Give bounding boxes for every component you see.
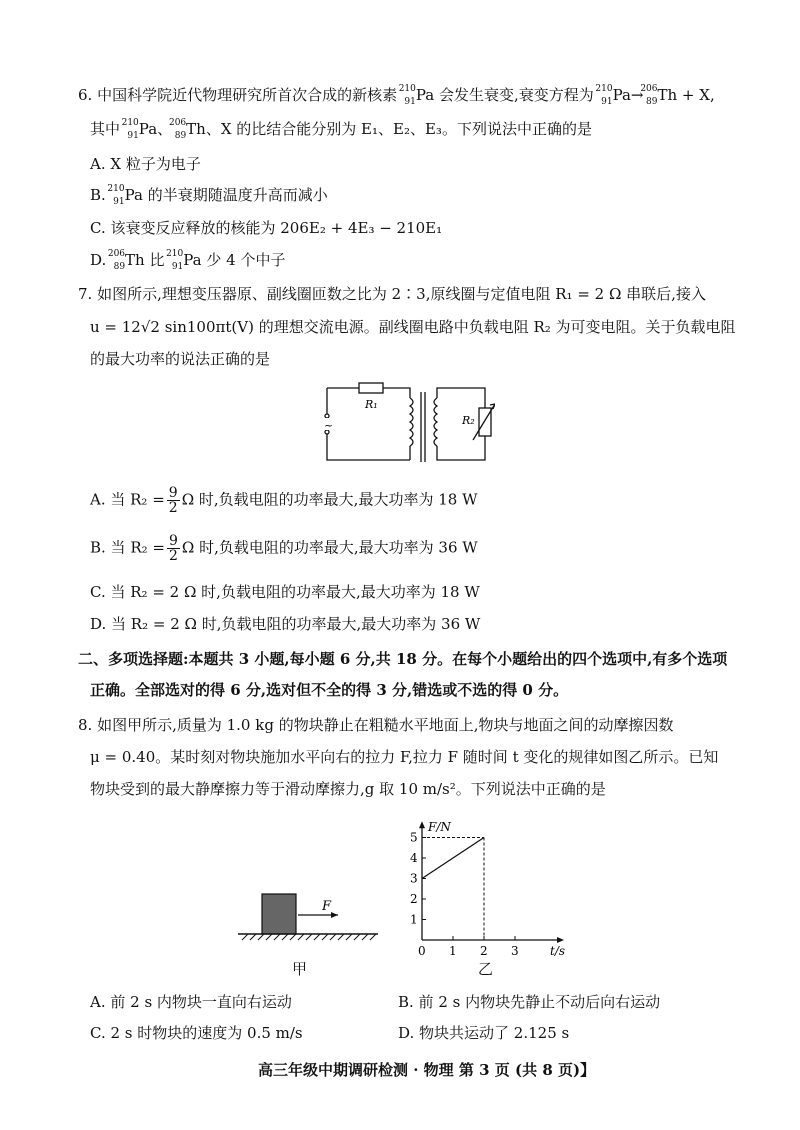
fraction-nine-halves: $\frac{9}{2}$	[168, 533, 178, 564]
nuclide-pa: 210 91	[121, 118, 139, 142]
section2-heading: 二、多项选择题:本题共 3 小题,每小题 6 分,共 18 分。在每个小题给出的四个选项中,有多个选项	[78, 650, 728, 668]
q8-line3: 物块受到的最大静摩擦力等于滑动摩擦力,g 取 10 m/s²。下列说法中正确的是	[90, 780, 606, 798]
y-tick-label: 2	[410, 892, 418, 906]
ac-source-symbol: ~	[324, 419, 334, 432]
x-axis-arrow	[557, 937, 564, 943]
x-tick-label: 3	[511, 944, 519, 958]
y-axis-label: F/N	[428, 820, 451, 835]
y-tick-label: 4	[410, 851, 418, 865]
q6-line2: 其中 210 91 Pa、 206 89 Th、X 的比结合能分别为 E₁、E₂、E₃。下列说法中正确的是	[90, 118, 592, 142]
nuclide-pa: 210 91	[107, 184, 125, 208]
x-tick-label: 2	[480, 944, 488, 958]
label-r2: R₂	[462, 414, 475, 427]
q6-option-a[interactable]: A. X 粒子为电子	[90, 155, 201, 173]
q7-option-b[interactable]: B. 当 R₂ = $\frac{9}{2}$ Ω 时,负载电阻的功率最大,最大功率为 36 W	[90, 533, 478, 564]
nuclide-pa: 210 91	[595, 84, 613, 108]
nuclide-pa: 210 91	[398, 84, 416, 108]
q7-line3: 的最大功率的说法正确的是	[90, 350, 271, 368]
force-line	[422, 838, 484, 879]
q8-line2: μ = 0.40。某时刻对物块施加水平向右的拉力 F,拉力 F 随时间 t 变化的规律如图乙所示。已知	[90, 748, 719, 766]
resistor-r1	[359, 383, 383, 393]
q7-line2: u = 12√2 sin100πt(V) 的理想交流电源。副线圈电路中负载电阻 R₂ 为可变电阻。关于负载电阻	[90, 318, 736, 336]
section2-instructions: 正确。全部选对的得 6 分,选对但不全的得 3 分,错选或不选的得 0 分。	[90, 681, 569, 699]
q7-option-d[interactable]: D. 当 R₂ = 2 Ω 时,负载电阻的功率最大,最大功率为 36 W	[90, 615, 481, 633]
q7-line1: 7. 如图所示,理想变压器原、副线圈匝数之比为 2∶3,原线圈与定值电阻 R₁ = 2 Ω 串联后,接入	[78, 285, 706, 303]
q6-option-d[interactable]: D. 206 89 Th 比 210 91 Pa 少 4 个中子	[90, 249, 286, 273]
q8-option-c[interactable]: C. 2 s 时物块的速度为 0.5 m/s	[90, 1024, 303, 1042]
x-tick-label: 0	[418, 944, 426, 958]
force-time-chart	[400, 808, 590, 958]
q6-text: 6. 中国科学院近代物理研究所首次合成的新核素	[78, 86, 398, 104]
label-r1: R₁	[365, 398, 378, 411]
q7-option-a[interactable]: A. 当 R₂ = $\frac{9}{2}$ Ω 时,负载电阻的功率最大,最大功率为 18 W	[90, 485, 478, 516]
figure-label-jia: 甲	[292, 960, 308, 978]
q6-line1: 6. 中国科学院近代物理研究所首次合成的新核素 210 91 Pa 会发生衰变,衰变方程为 210 91 Pa→ 206 89 Th + X,	[78, 84, 715, 108]
q6-option-b[interactable]: B. 210 91 Pa 的半衰期随温度升高而减小	[90, 184, 328, 208]
figure-block-on-ground	[238, 890, 388, 950]
y-tick-label: 1	[410, 912, 418, 927]
force-label: F	[322, 899, 332, 914]
x-axis-label: t/s	[550, 944, 566, 958]
nuclide-th: 206 89	[107, 249, 126, 273]
figure-label-yi: 乙	[478, 960, 494, 978]
variable-resistor-r2	[479, 408, 491, 436]
q8-line1: 8. 如图甲所示,质量为 1.0 kg 的物块静止在粗糙水平地面上,物块与地面之间的动摩擦因数	[78, 716, 674, 734]
transformer-circuit-diagram	[315, 378, 495, 470]
q6-option-c[interactable]: C. 该衰变反应释放的核能为 206E₂ + 4E₃ − 210E₁	[90, 219, 443, 237]
nuclide-th: 206 89	[640, 84, 658, 108]
y-axis-arrow	[419, 821, 425, 828]
nuclide-th: 206 89	[168, 118, 187, 142]
fraction-nine-halves: $\frac{9}{2}$	[168, 485, 178, 516]
page-footer: 高三年级中期调研检测 · 物理 第 3 页 (共 8 页)】	[258, 1061, 596, 1079]
x-tick-label: 1	[449, 944, 457, 958]
q8-option-d[interactable]: D. 物块共运动了 2.125 s	[398, 1024, 570, 1042]
y-tick-label: 3	[410, 871, 418, 886]
q7-option-c[interactable]: C. 当 R₂ = 2 Ω 时,负载电阻的功率最大,最大功率为 18 W	[90, 583, 480, 601]
block	[262, 894, 296, 934]
nuclide-pa: 210 91	[166, 249, 184, 273]
q8-option-a[interactable]: A. 前 2 s 内物块一直向右运动	[90, 993, 292, 1011]
q8-option-b[interactable]: B. 前 2 s 内物块先静止不动后向右运动	[398, 993, 661, 1011]
y-tick-label: 5	[410, 830, 418, 845]
